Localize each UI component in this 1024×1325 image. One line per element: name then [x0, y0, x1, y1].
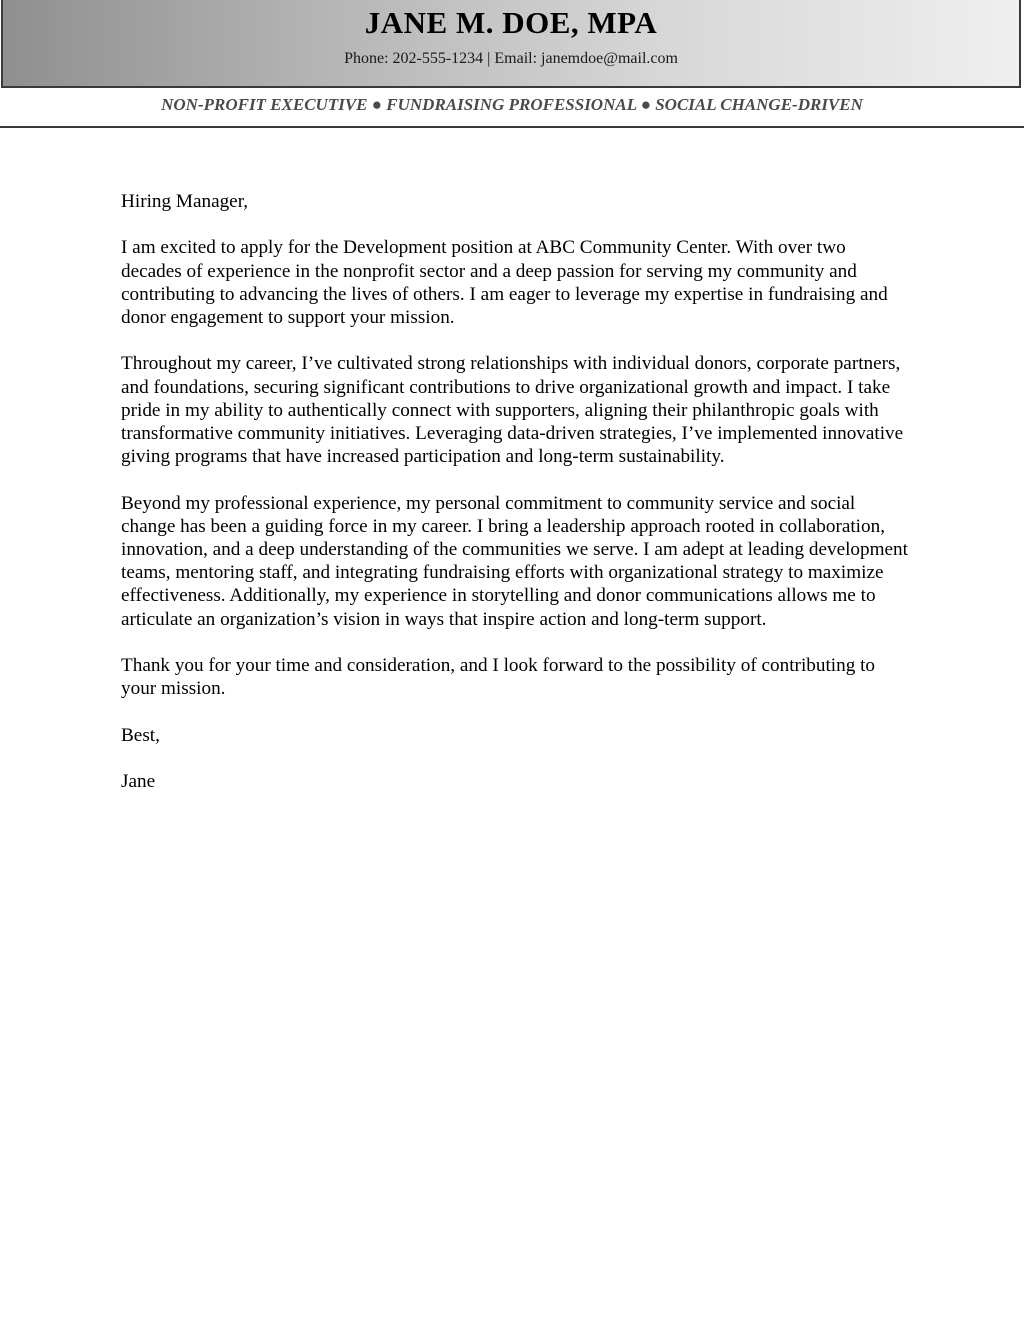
letter-body [121, 190, 911, 816]
signature: Jane [121, 770, 156, 792]
professional-tagline: NON-PROFIT EXECUTIVE ● FUNDRAISING PROFESSIONAL ● SOCIAL CHANGE-DRIVEN [161, 95, 863, 114]
paragraph-intro: I am excited to apply for the Development position at ABC Community Center. With over two decades of experience in the nonprofit sector and a deep passion for serving my community and contributing to advancing the lives of others. I am eager to leverage my expertise in fundraising and donor engagement to support your mission. [121, 237, 888, 328]
paragraph-career: Throughout my career, I’ve cultivated strong relationships with individual donors, corporate partners, and foundations, securing significant contributions to drive organizational growth and impact. I take pride in my ability to authentically connect with supporters, aligning their philanthropic goals with transformative community initiatives. Leveraging data-driven strategies, I’ve implemented innovative giving programs that have increased participation and long-term sustainability. [121, 353, 904, 468]
closing: Best, [121, 724, 160, 746]
contact-info: Phone: 202-555-1234 | Email: janemdoe@mail.com [344, 50, 678, 67]
paragraph-thanks: Thank you for your time and consideration, and I look forward to the possibility of contributing to your mission. [121, 655, 876, 700]
letterhead [1, 0, 1021, 88]
paragraph-commitment: Beyond my professional experience, my personal commitment to community service and social change has been a guiding force in my career. I bring a leadership approach rooted in collaboration, innovation, and a deep understanding of the communities we serve. I am adept at leading development teams, mentoring staff, and integrating fundraising efforts with organizational strategy to maximize effectiveness. Additionally, my experience in storytelling and donor communications allows me to articulate an organization’s vision in ways that inspire action and long-term support. [121, 492, 908, 630]
tagline-bar [0, 88, 1024, 128]
applicant-name: JANE M. DOE, MPA [364, 5, 658, 40]
salutation: Hiring Manager, [121, 191, 249, 212]
